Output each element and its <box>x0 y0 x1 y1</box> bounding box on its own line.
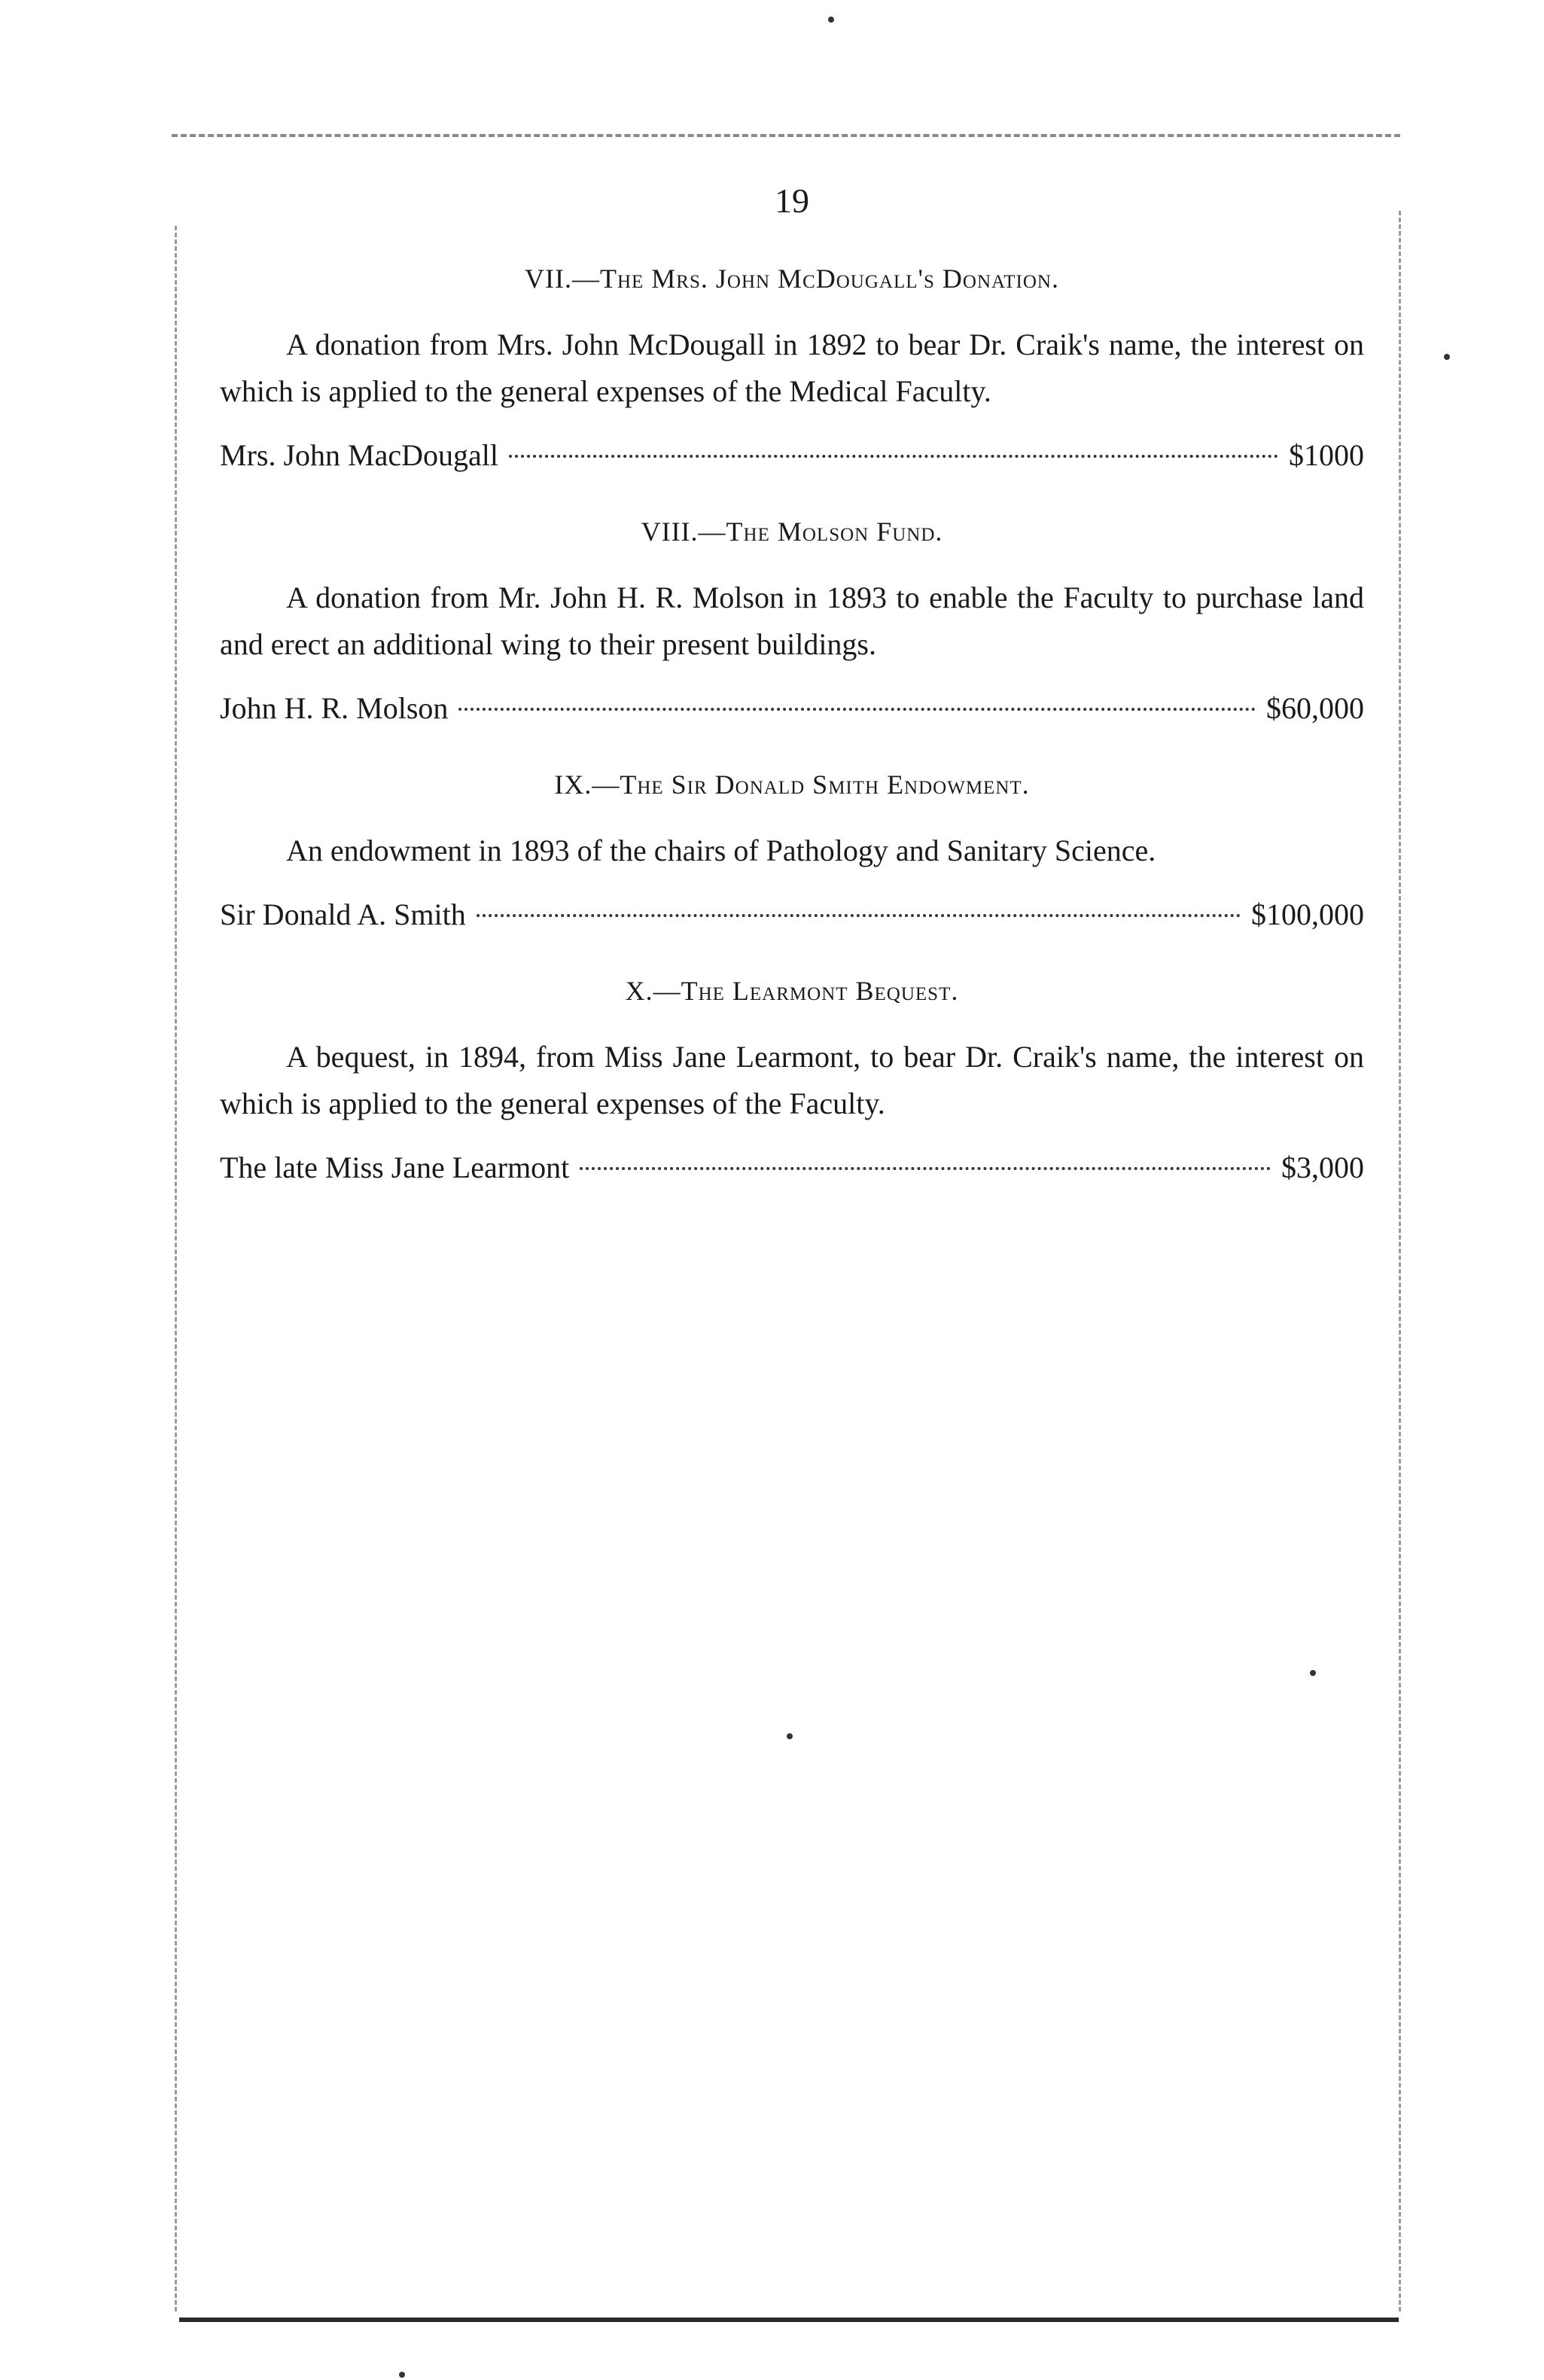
section-numeral: VII.— <box>525 264 600 294</box>
donor-name: The late Miss Jane Learmont <box>220 1150 570 1184</box>
scan-speck <box>1444 354 1450 360</box>
section-title: The Learmont Bequest. <box>681 976 959 1006</box>
section-numeral: IX.— <box>554 769 620 800</box>
donation-amount: $3,000 <box>1281 1150 1364 1184</box>
donation-entry <box>220 687 1364 730</box>
section-numeral: VIII.— <box>641 517 726 547</box>
donor-name: Sir Donald A. Smith <box>220 897 466 931</box>
donation-amount: $1000 <box>1289 438 1364 472</box>
section-title: The Molson Fund. <box>726 517 943 547</box>
donation-entry <box>220 1147 1364 1189</box>
page-number: 19 <box>775 181 809 220</box>
donation-amount: $100,000 <box>1251 897 1364 931</box>
section-heading <box>220 516 1364 547</box>
section-numeral: X.— <box>625 976 681 1006</box>
donor-name: John H. R. Molson <box>220 691 449 725</box>
dot-leader <box>477 914 1241 917</box>
donation-amount: $60,000 <box>1266 691 1364 725</box>
dot-leader <box>458 708 1256 711</box>
section-mcdougall-donation <box>220 263 1364 477</box>
section-learmont-bequest <box>220 975 1364 1189</box>
left-border-rule <box>175 226 177 2311</box>
section-paragraph: A donation from Mrs. John McDougall in 1892 to bear Dr. Craik's name, the interest on which is applied to the general expenses of the Medical Faculty. <box>220 328 1364 408</box>
scan-speck <box>787 1733 793 1739</box>
right-border-rule <box>1399 211 1401 2311</box>
section-molson-fund <box>220 516 1364 730</box>
section-heading <box>220 975 1364 1007</box>
dot-leader <box>580 1167 1271 1170</box>
section-title: The Mrs. John McDougall's Donation. <box>599 264 1059 294</box>
scan-speck <box>1310 1670 1316 1676</box>
bottom-border-rule <box>179 2318 1399 2322</box>
dot-leader <box>509 455 1278 458</box>
section-paragraph: A bequest, in 1894, from Miss Jane Learmont, to bear Dr. Craik's name, the interest on which is applied to the general expenses of the Faculty. <box>220 1040 1364 1120</box>
scan-speck <box>399 2372 405 2378</box>
donor-name: Mrs. John MacDougall <box>220 438 498 472</box>
section-paragraph: An endowment in 1893 of the chairs of Pathology and Sanitary Science. <box>286 833 1156 867</box>
section-paragraph: A donation from Mr. John H. R. Molson in 1893 to enable the Faculty to purchase land and erect an additional wing to their present buildings. <box>220 581 1364 661</box>
section-heading <box>220 263 1364 294</box>
page-content <box>220 181 1364 1228</box>
section-heading <box>220 769 1364 800</box>
section-smith-endowment <box>220 769 1364 936</box>
top-border-rule <box>172 134 1400 137</box>
donation-entry <box>220 434 1364 477</box>
donation-entry <box>220 894 1364 936</box>
scan-speck <box>828 17 834 23</box>
section-title: The Sir Donald Smith Endowment. <box>620 769 1030 800</box>
